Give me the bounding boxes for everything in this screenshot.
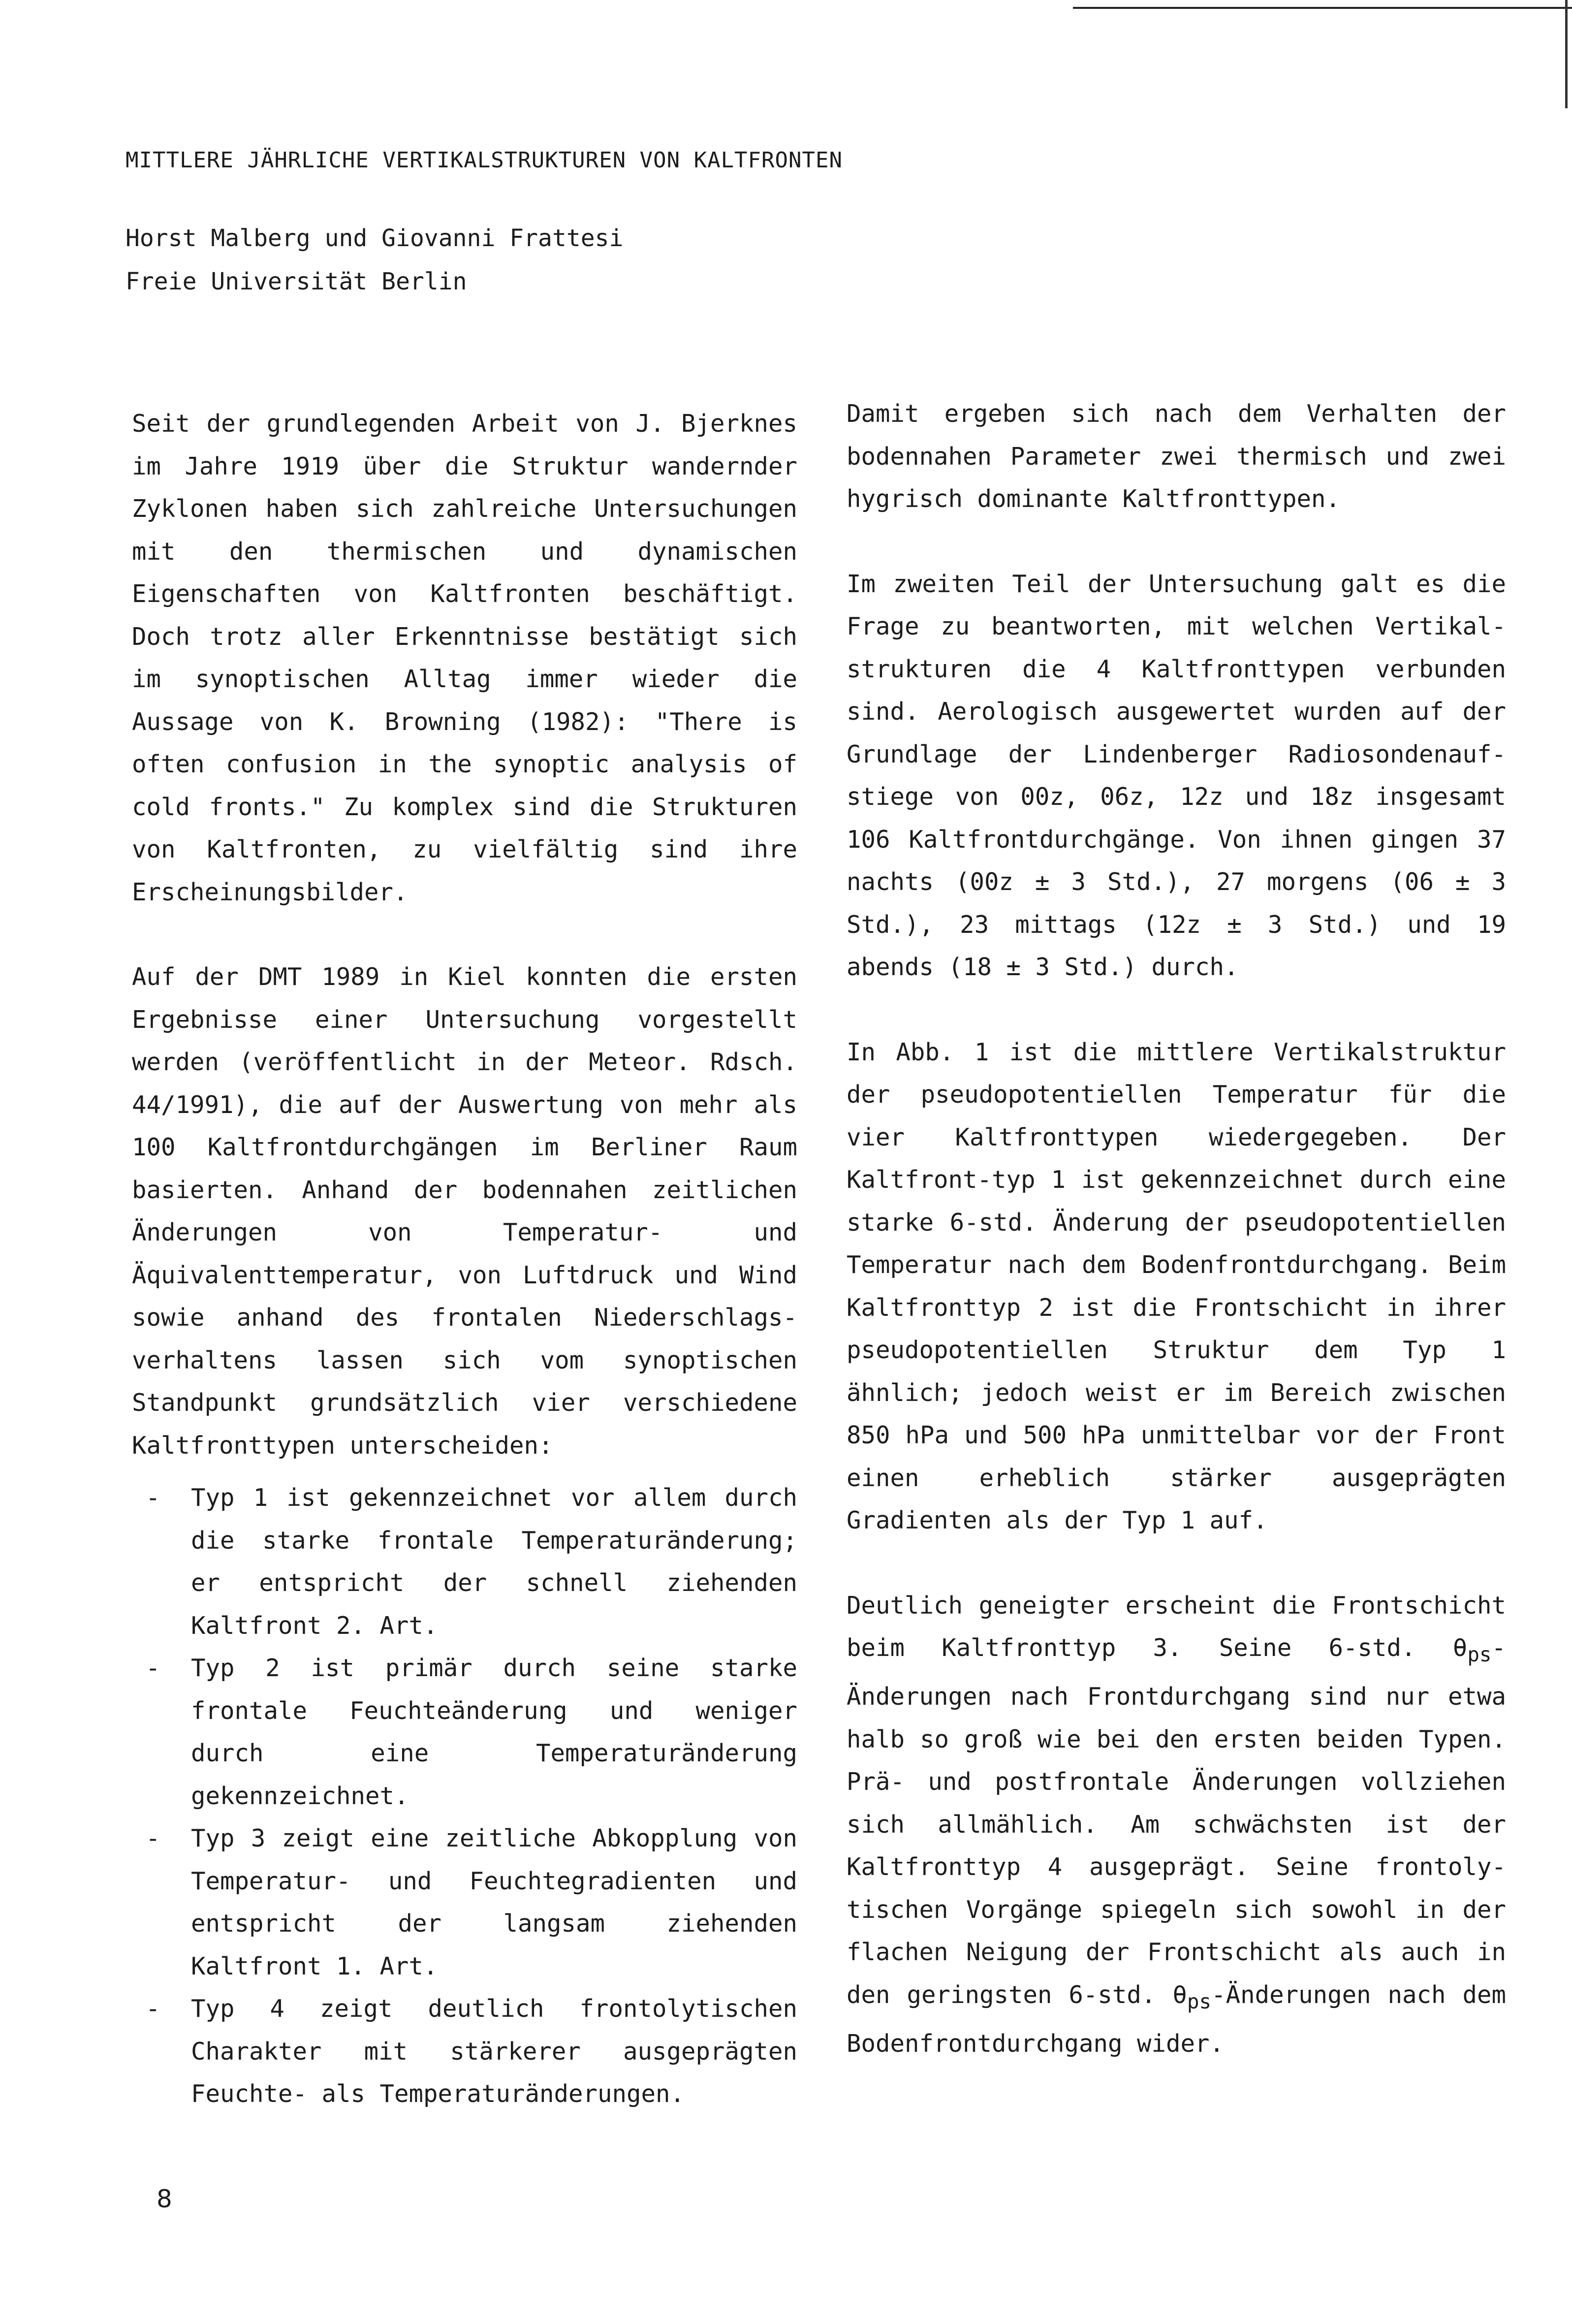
- text-segment: -Änderungen nach dem Bodenfrontdurchgang wider.: [847, 1980, 1506, 2058]
- list-item: - Typ 1 ist gekennzeichnet vor allem durch die starke frontale Temperaturänderung; er entspricht der schnell ziehenden Kaltfront 2. Art.: [132, 1477, 797, 1647]
- text-segment: Deutlich geneigter erscheint die Frontschicht beim Kaltfronttyp 3. Seine 6-std. θ: [847, 1591, 1506, 1662]
- author-affiliation: Freie Universität Berlin: [126, 268, 467, 295]
- left-paragraph-1: Seit der grundlegenden Arbeit von J. Bjerknes im Jahre 1919 über die Struktur wandernder Zyklonen haben sich zahlreiche Untersuchungen mit den thermischen und dynamischen Eigenschaften von Kaltfronten beschäftigt. Doch trotz aller Erkenntnisse bestätigt sich im synoptischen Alltag immer wieder die Aussage von K. Browning (1982): "There is often confusion in the synoptic analysis of cold fronts." Zu komplex sind die Strukturen von Kaltfronten, zu vielfältig sind ihre Erscheinungsbilder.: [132, 410, 797, 906]
- right-paragraph-1: Damit ergeben sich nach dem Verhalten der bodennahen Parameter zwei thermisch und zwei hygrisch dominante Kaltfronttypen.: [847, 400, 1506, 513]
- right-paragraph-3: In Abb. 1 ist die mittlere Vertikalstruktur der pseudopotentiellen Temperatur für die vier Kaltfronttypen wiedergegeben. Der Kaltfront-typ 1 ist gekennzeichnet durch eine starke 6-std. Änderung der pseudopotentiellen Temperatur nach dem Bodenfrontdurchgang. Beim Kaltfronttyp 2 ist die Frontschicht in ihrer pseudopotentiellen Struktur dem Typ 1 ähnlich; jedoch weist er im Bereich zwischen 850 hPa und 500 hPa unmittelbar vor der Front einen erheblich stärker ausgeprägten Gradienten als der Typ 1 auf.: [847, 1038, 1506, 1534]
- left-paragraph-2: Auf der DMT 1989 in Kiel konnten die ersten Ergebnisse einer Untersuchung vorgestellt werden (veröffentlicht in der Meteor. Rdsch. 44/1991), die auf der Auswertung von mehr als 100 Kaltfrontdurchgängen im Berliner Raum basierten. Anhand der bodennahen zeitlichen Änderungen von Temperatur- und Äquivalenttemperatur, von Luftdruck und Wind sowie anhand des frontalen Niederschlags-verhaltens lassen sich vom synoptischen Standpunkt grundsätzlich vier verschiedene Kaltfronttypen unterscheiden:: [132, 963, 797, 1460]
- author-block: [126, 217, 623, 303]
- page-number: 8: [157, 2185, 172, 2213]
- text-segment: -Änderungen nach Frontdurchgang sind nur etwa halb so groß wie bei den ersten beiden Typen. Prä- und postfrontale Änderungen vollziehen sich allmählich. Am schwächsten ist der Kaltfronttyp 4 ausgeprägt. Seine frontoly-tischen Vorgänge spiegeln sich sowohl in der flachen Neigung der Frontschicht als auch in den geringsten 6-std. θ: [847, 1634, 1506, 2009]
- right-paragraph-4: [847, 1585, 1506, 2066]
- top-rule: [1073, 7, 1572, 9]
- list-item: - Typ 4 zeigt deutlich frontolytischen Charakter mit stärkerer ausgeprägten Feuchte- als Temperaturänderungen.: [132, 1988, 797, 2116]
- list-item: - Typ 2 ist primär durch seine starke frontale Feuchteänderung und weniger durch eine Temperaturänderung gekennzeichnet.: [132, 1647, 797, 1817]
- right-column: [847, 393, 1506, 2108]
- front-type-list: [132, 1477, 797, 2116]
- right-paragraph-2: Im zweiten Teil der Untersuchung galt es die Frage zu beantworten, mit welchen Vertikal-strukturen die 4 Kaltfronttypen verbunden sind. Aerologisch ausgewertet wurden auf der Grundlage der Lindenberger Radiosondenauf-stiege von 00z, 06z, 12z und 18z insgesamt 106 Kaltfrontdurchgänge. Von ihnen gingen 37 nachts (00z ± 3 Std.), 27 morgens (06 ± 3 Std.), 23 mittags (12z ± 3 Std.) und 19 abends (18 ± 3 Std.) durch.: [847, 570, 1506, 981]
- subscript: ps: [1467, 1642, 1492, 1666]
- paper-title: MITTLERE JÄHRLICHE VERTIKALSTRUKTUREN VON KALTFRONTEN: [126, 148, 843, 173]
- right-edge-rule: [1565, 0, 1568, 108]
- list-item: - Typ 3 zeigt eine zeitliche Abkopplung von Temperatur- und Feuchtegradienten und entspricht der langsam ziehenden Kaltfront 1. Art.: [132, 1817, 797, 1988]
- left-column: [132, 403, 797, 2116]
- subscript: ps: [1187, 1989, 1212, 2013]
- author-names: Horst Malberg und Giovanni Frattesi: [126, 224, 624, 252]
